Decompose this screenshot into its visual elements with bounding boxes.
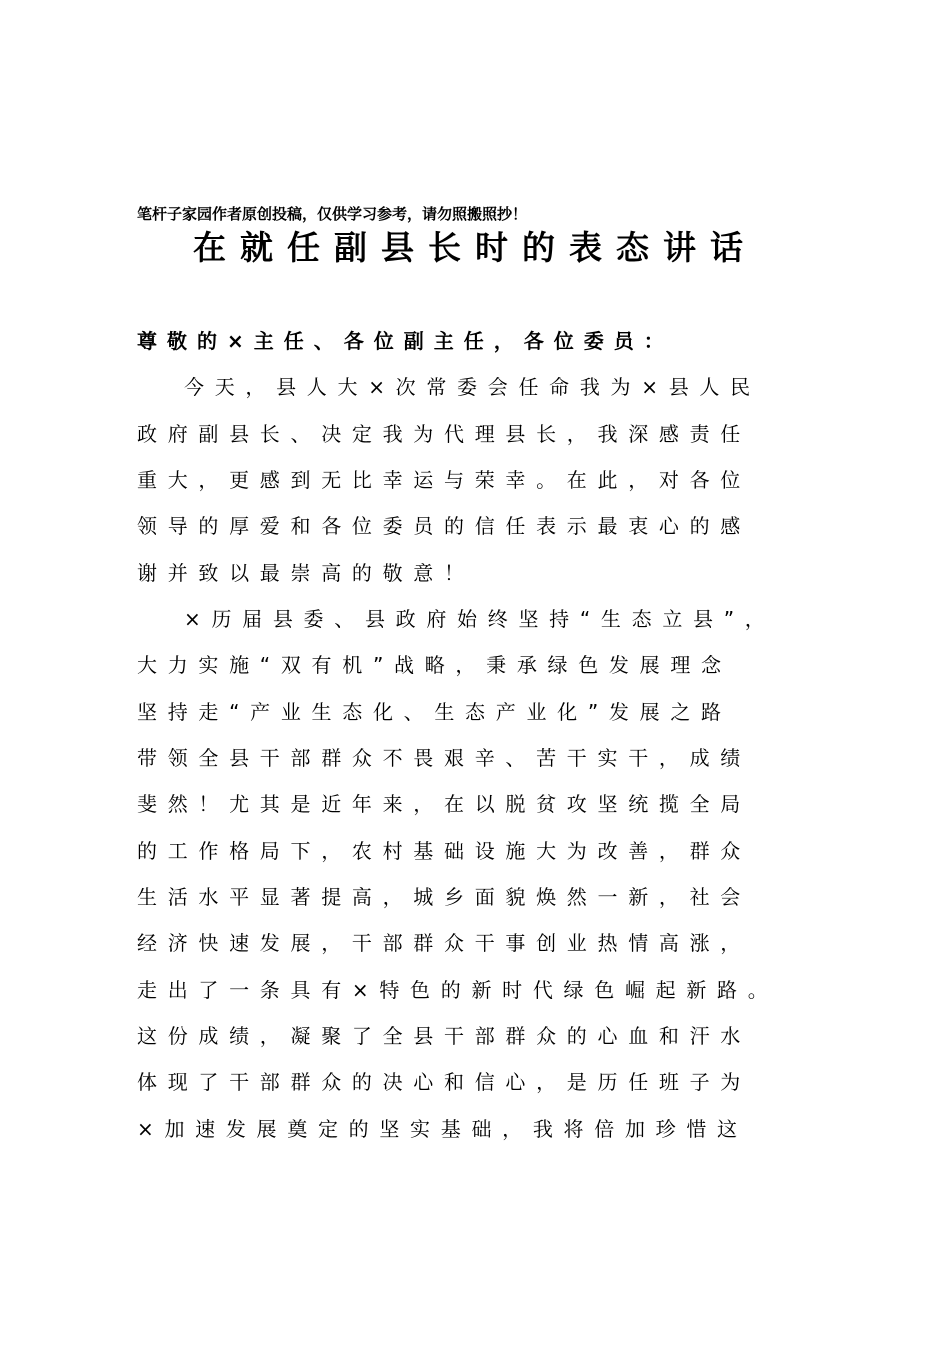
paragraph-line: 体现了干部群众的决心和信心，是历任班子为 [137, 1070, 751, 1094]
paragraph-line: 经济快速发展，干部群众干事创业热情高涨， [137, 931, 751, 955]
salutation: 尊敬的×主任、各位副主任，各位委员： [137, 329, 674, 353]
paragraph-line: 生活水平显著提高，城乡面貌焕然一新，社会 [137, 885, 751, 909]
paragraph-line: 坚持走“产业生态化、生态产业化”发展之路 [137, 700, 732, 724]
paragraph-line: 这份成绩，凝聚了全县干部群众的心血和汗水 [137, 1024, 751, 1048]
paragraph-line: 大力实施“双有机”战略，秉承绿色发展理念 [137, 653, 732, 677]
paragraph-line: 政府副县长、决定我为代理县长，我深感责任 [137, 422, 751, 446]
paragraph-line: 的工作格局下，农村基础设施大为改善，群众 [137, 839, 751, 863]
paragraph-line: 领导的厚爱和各位委员的信任表示最衷心的感 [137, 514, 751, 538]
paragraph-line: 今天，县人大×次常委会任命我为×县人民 [184, 375, 761, 399]
paragraph-line: 谢并致以最崇高的敬意！ [137, 561, 475, 585]
paragraph-line: 带领全县干部群众不畏艰辛、苦干实干，成绩 [137, 746, 751, 770]
document-title: 在就任副县长时的表态讲话 [193, 228, 757, 267]
paragraph-line: 重大，更感到无比幸运与荣幸。在此，对各位 [137, 468, 751, 492]
header-note: 笔杆子家园作者原创投稿，仅供学习参考，请勿照搬照抄！ [137, 205, 528, 223]
paragraph-line: ×历届县委、县政府始终坚持“生态立县”， [184, 607, 776, 631]
paragraph-line: 斐然！尤其是近年来，在以脱贫攻坚统揽全局 [137, 792, 751, 816]
paragraph-line: 走出了一条具有×特色的新时代绿色崛起新路。 [137, 978, 779, 1002]
paragraph-line: ×加速发展奠定的坚实基础，我将倍加珍惜这 [137, 1117, 748, 1141]
